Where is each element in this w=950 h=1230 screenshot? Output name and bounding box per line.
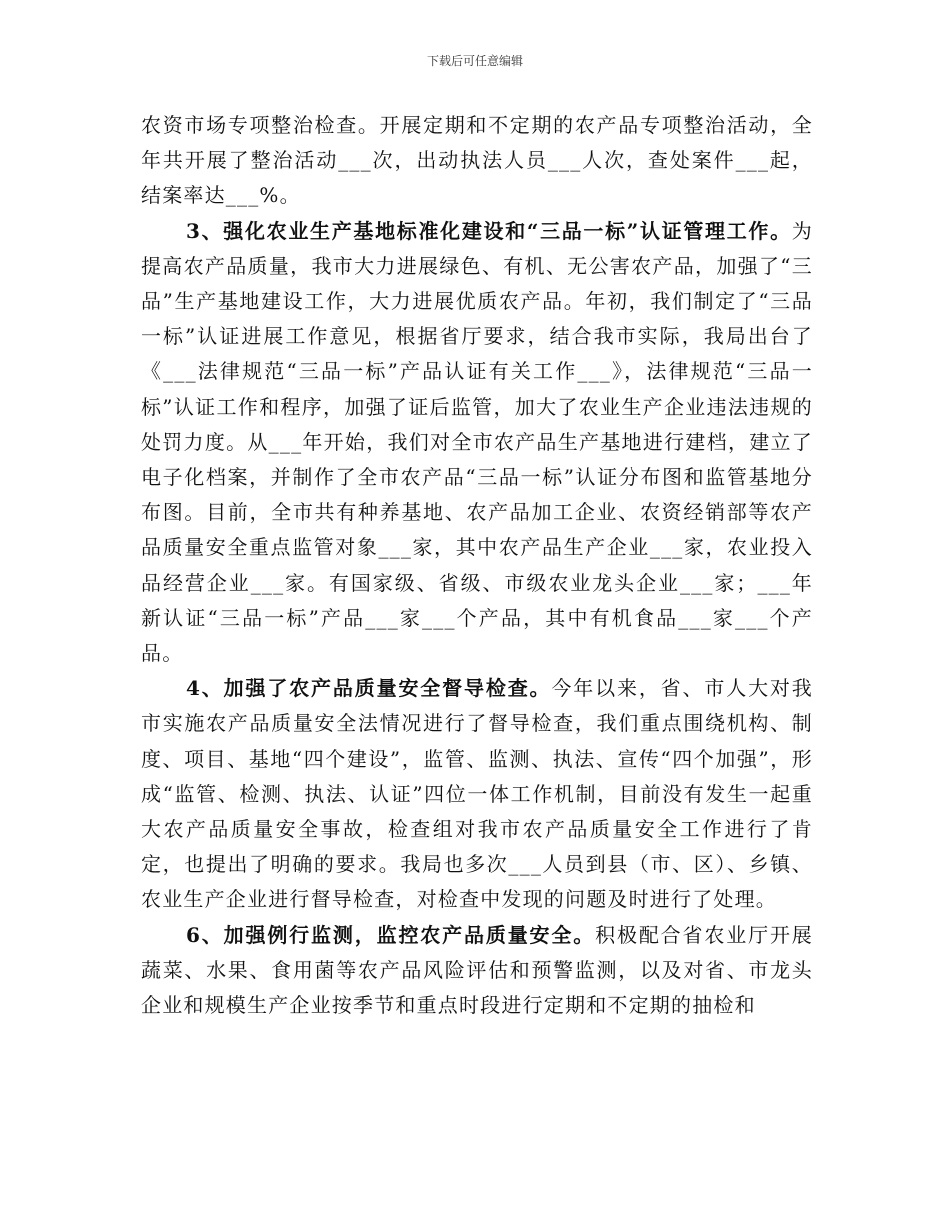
section-heading: 3、强化农业生产基地标准化建设和“三品一标”认证管理工作。 — [186, 218, 792, 243]
section-heading: 4、加强了农产品质量安全督导检查。 — [186, 676, 552, 701]
paragraph-body: 积极配合省农业厅开展蔬菜、水果、食用菌等农产品风险评估和预警监测，以及对省、市龙头企业和规模生产企业按季节和重点时段进行定期和不定期的抽检和 — [141, 922, 814, 1018]
paragraph-section-6 — [141, 918, 813, 1024]
paragraph-body: 为提高农产品质量，我市大力进展绿色、有机、无公害农产品，加强了“三品”生产基地建设工作，大力进展优质农产品。年初，我们制定了“三品一标”认证进展工作意见，根据省厅要求，结合我市实际，我局出台了《___法律规范“三品一标”产品认证有关工作___》，法律规范“三品一标”认证工作和程序，加强了证后监管，加大了农业生产企业违法违规的处罚力度。从___年开始，我们对全市农产品生产基地进行建档，建立了电子化档案，并制作了全市农产品“三品一标”认证分布图和监管基地分布图。目前，全市共有种养基地、农产品加工企业、农资经销部等农产品质量安全重点监管对象___家，其中农产品生产企业___家，农业投入品经营企业___家。有国家级、省级、市级农业龙头企业___家；___年新认证“三品一标”产品___家___个产品，其中有机食品___家___个产品。 — [141, 218, 813, 666]
paragraph-body: 今年以来，省、市人大对我市实施农产品质量安全法情况进行了督导检查，我们重点围绕机构、制度、项目、基地“四个建设”，监管、监测、执法、宣传“四个加强”，形成“监管、检测、执法、认证”四位一体工作机制，目前没有发生一起重大农产品质量安全事故，检查组对我市农产品质量安全工作进行了肯定，也提出了明确的要求。我局也多次___人员到县（市、区）、乡镇、农业生产企业进行督导检查，对检查中发现的问题及时进行了处理。 — [141, 676, 813, 912]
paragraph-body: 农资市场专项整治检查。开展定期和不定期的农产品专项整治活动，全年共开展了整治活动___次，出动执法人员___人次，查处案件___起，结案率达___%。 — [141, 113, 813, 208]
paragraph-section-3 — [141, 214, 813, 672]
paragraph-section-4 — [141, 671, 813, 917]
document-body — [141, 108, 813, 1023]
paragraph-continuation — [141, 108, 813, 214]
section-heading: 6、加强例行监测，监控农产品质量安全。 — [186, 922, 596, 947]
page-header: 下载后可任意编辑 — [426, 54, 523, 68]
